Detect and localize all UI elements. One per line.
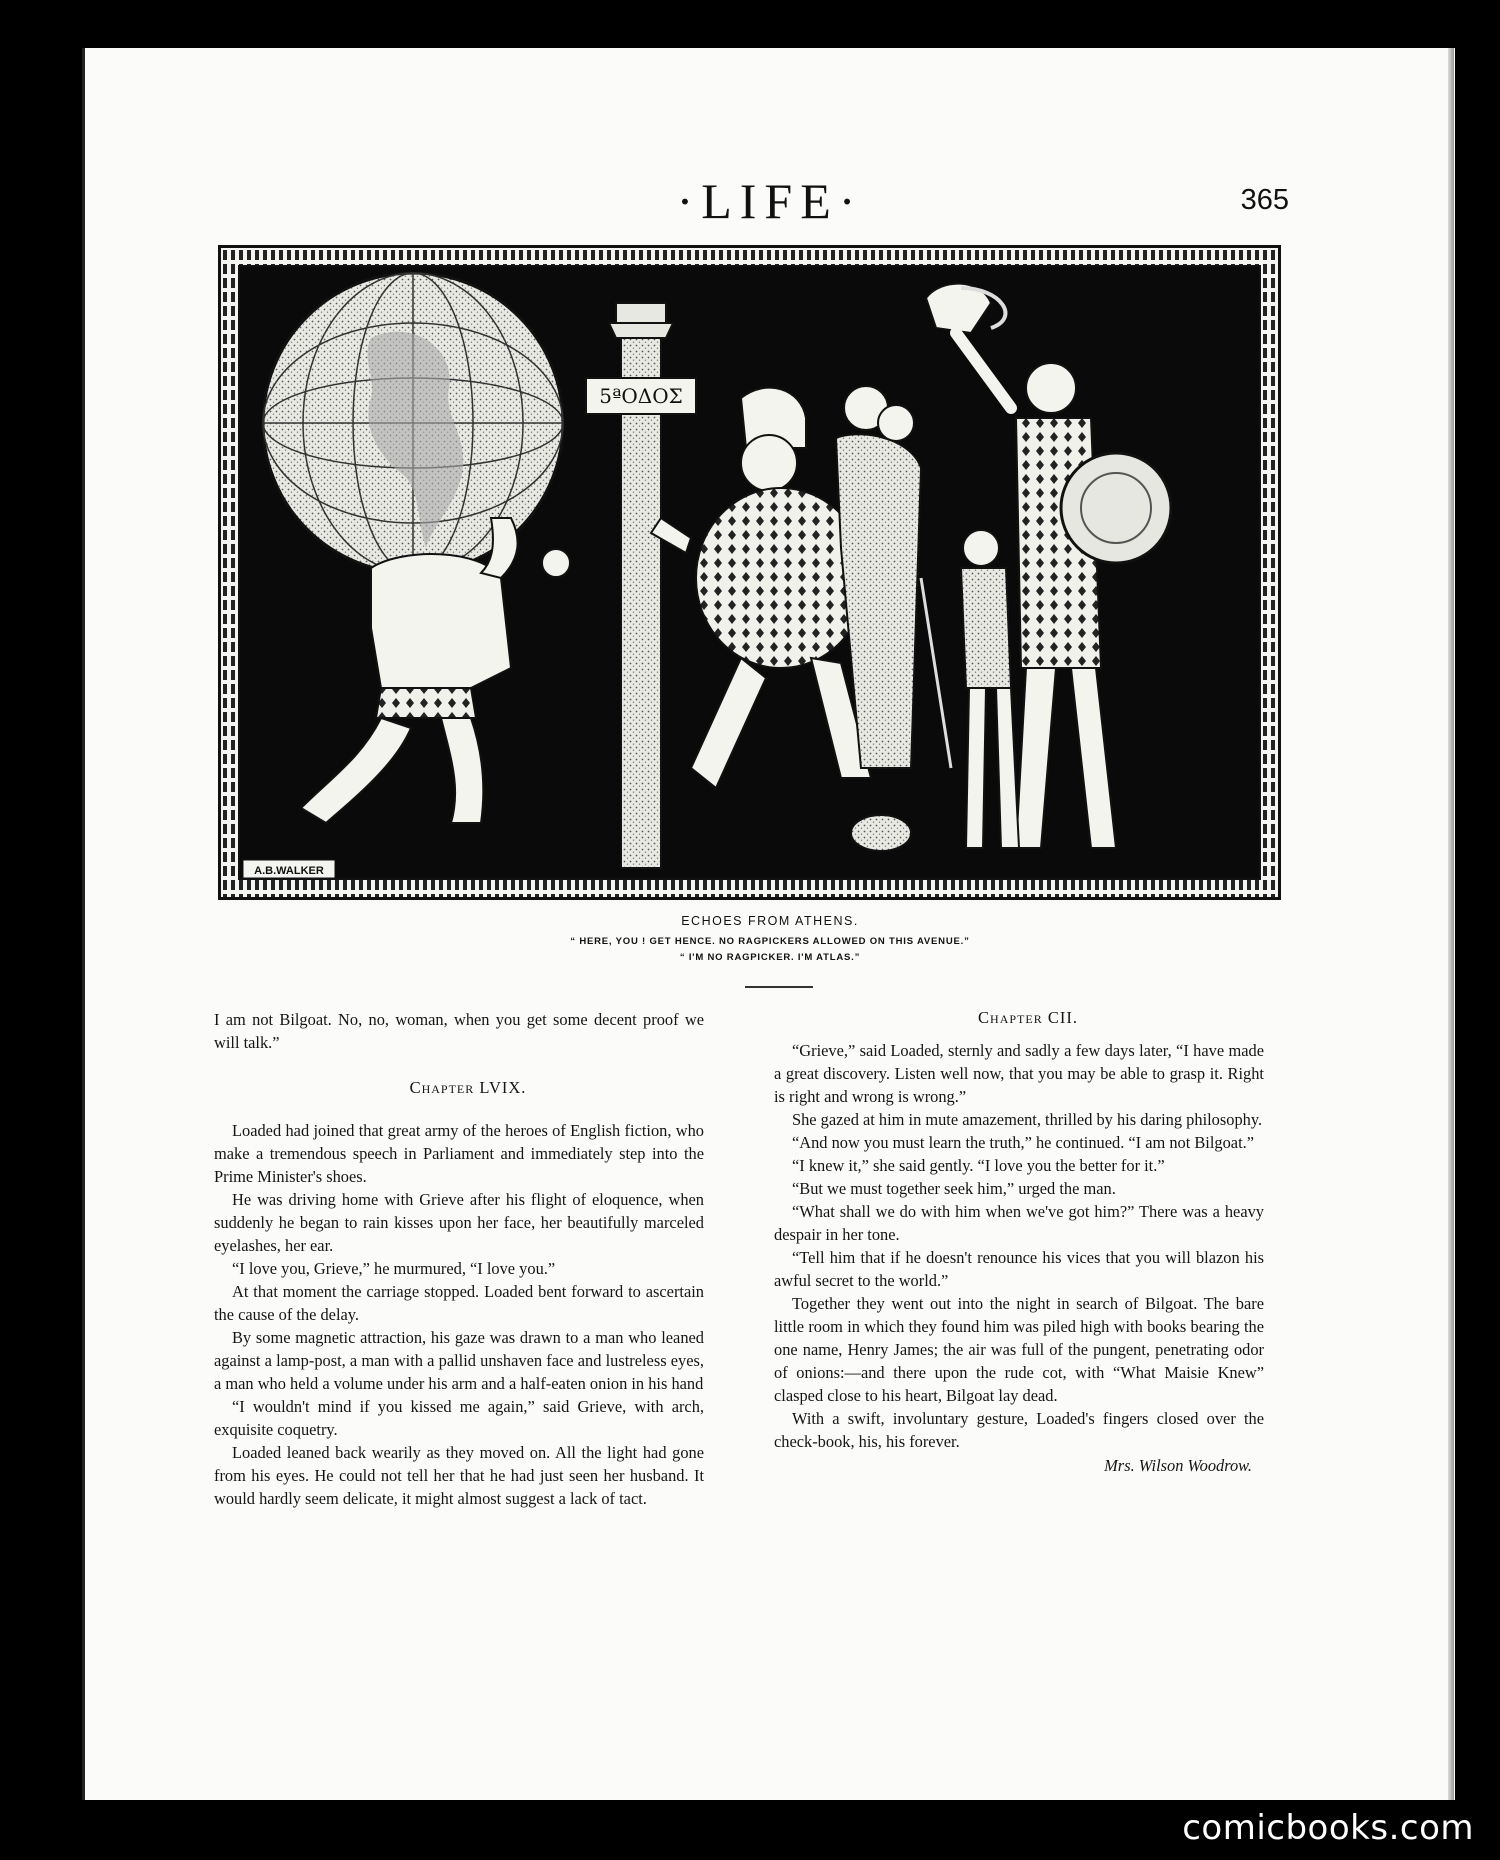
paragraph: “I knew it,” she said gently. “I love you the better for it.” (792, 1156, 1165, 1175)
paragraph: “Grieve,” said Loaded, sternly and sadly a few days later, “I have made a great discovery. Listen well now, that you may be able to grasp it. Right is right and wrong is wrong.” (774, 1041, 1264, 1106)
paragraph: “But we must together seek him,” urged the man. (792, 1179, 1116, 1198)
paragraph: With a swift, involuntary gesture, Loaded's fingers closed over the check-book, his, his forever. (774, 1409, 1264, 1451)
cartoon-artwork (221, 248, 1278, 897)
page-edge (1448, 48, 1454, 1800)
peeking-figure (542, 549, 570, 577)
caption-title: ECHOES FROM ATHENS. (681, 914, 859, 928)
paragraph: By some magnetic attraction, his gaze was drawn to a man who leaned against a lamp-post, a man with a pallid unshaven face and lustreless eyes, a man who held a volume under his arm and a half-eaten onion in his hand (214, 1328, 704, 1393)
chapter-heading: Chapter LVIX. (409, 1078, 527, 1097)
chapter-heading: Chapter CII. (978, 1008, 1078, 1027)
caption-line-2: “ I'M NO RAGPICKER. I'M ATLAS.” (679, 952, 861, 963)
paragraph: At that moment the carriage stopped. Loaded bent forward to ascertain the cause of the delay. (214, 1282, 704, 1324)
paragraph: “What shall we do with him when we've got him?” There was a heavy despair in her tone. (774, 1202, 1264, 1244)
paragraph: “And now you must learn the truth,” he continued. “I am not Bilgoat.” (792, 1133, 1255, 1152)
paragraph: She gazed at him in mute amazement, thrilled by his daring philosophy. (792, 1110, 1263, 1129)
separator-rule (745, 986, 813, 988)
page-number: 365 (1240, 184, 1289, 216)
artist-signature: A.B.WALKER (254, 865, 324, 877)
magazine-page (82, 48, 1455, 1800)
paragraph: Together they went out into the night in search of Bilgoat. The bare little room in which they found him was piled high with books bearing the one name, Henry James; the air was full of the pungent, penetrating odor of onions:—and there upon the rude cot, with “What Maisie Knew” clasped close to his heart, Bilgoat lay dead. (774, 1294, 1264, 1405)
paragraph: “I wouldn't mind if you kissed me again,” said Grieve, with arch, exquisite coquetry. (214, 1397, 704, 1439)
paragraph: “I love you, Grieve,” he murmured, “I love you.” (232, 1259, 556, 1278)
author-signature: Mrs. Wilson Woodrow. (1104, 1456, 1252, 1475)
watermark: comicbooks.com (1182, 1808, 1474, 1848)
signpost-text: 5ªΟΔΟΣ (599, 384, 683, 408)
pig-figure (851, 815, 911, 851)
paragraph: He was driving home with Grieve after his flight of eloquence, when suddenly he began to rain kisses upon her face, her beautifully marceled eyelashes, her ear. (214, 1190, 704, 1255)
left-column (214, 1008, 704, 1510)
masthead: ·LIFE· (676, 173, 864, 229)
paragraph: Loaded had joined that great army of the heroes of English fiction, who make a tremendous speech in Parliament and immediately step into the Prime Minister's shoes. (214, 1121, 704, 1186)
cartoon-illustration (218, 245, 1281, 900)
caption-line-1: “ HERE, YOU ! GET HENCE. NO RAGPICKERS ALLOWED ON THIS AVENUE.” (570, 936, 970, 947)
right-column (774, 1008, 1264, 1477)
paragraph: “Tell him that if he doesn't renounce his vices that you will blazon his awful secret to the world.” (774, 1248, 1264, 1290)
paragraph: I am not Bilgoat. No, no, woman, when you get some decent proof we will talk.” (214, 1010, 704, 1052)
globe (263, 273, 563, 573)
paragraph: Loaded leaned back wearily as they moved on. All the light had gone from his eyes. He could not tell her that he had just seen her husband. It would hardly seem delicate, it might almost suggest a lack of tact. (214, 1443, 704, 1508)
